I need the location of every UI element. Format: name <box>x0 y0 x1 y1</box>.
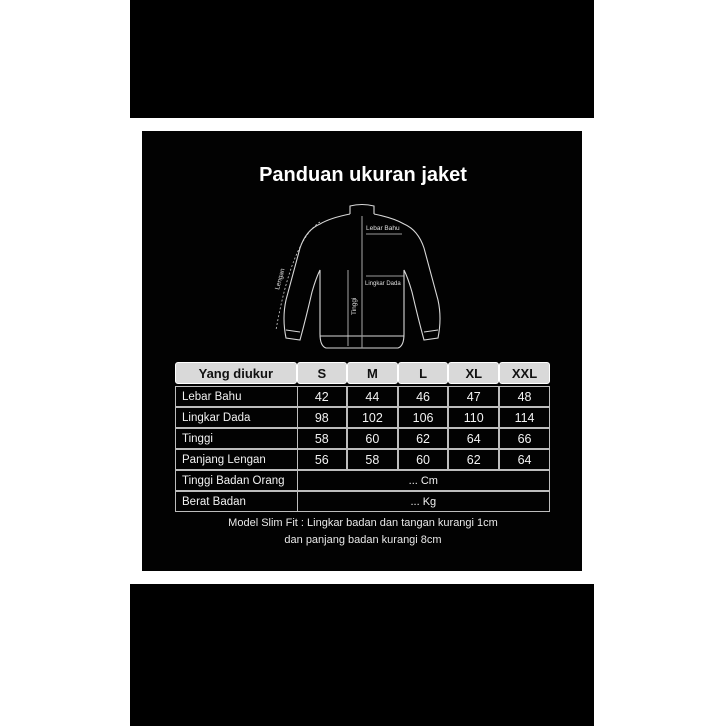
table-cell: 64 <box>499 449 550 470</box>
row-label: Lebar Bahu <box>175 386 297 407</box>
column-header-size: M <box>347 362 398 384</box>
table-cell: 62 <box>398 428 449 449</box>
table-row <box>175 470 550 491</box>
bottom-black-band <box>130 584 594 726</box>
column-header-size: XXL <box>499 362 550 384</box>
row-label: Panjang Lengan <box>175 449 297 470</box>
table-cell: 44 <box>347 386 398 407</box>
row-label: Tinggi Badan Orang <box>175 470 297 491</box>
table-cell: 58 <box>297 428 347 449</box>
table-cell: 102 <box>347 407 398 428</box>
column-header-size: XL <box>448 362 499 384</box>
table-row <box>175 428 550 449</box>
top-black-band <box>130 0 594 118</box>
table-cell: 110 <box>448 407 499 428</box>
table-cell: 60 <box>398 449 449 470</box>
table-cell: 47 <box>448 386 499 407</box>
table-cell: 62 <box>448 449 499 470</box>
label-lingkar-dada: Lingkar Dada <box>365 281 401 287</box>
table-cell: 64 <box>448 428 499 449</box>
table-row <box>175 386 550 407</box>
row-label: Lingkar Dada <box>175 407 297 428</box>
jacket-left-cuff <box>286 330 300 332</box>
table-cell-input: ... Cm <box>297 470 550 491</box>
table-cell: 66 <box>499 428 550 449</box>
jacket-right-cuff <box>424 330 438 332</box>
table-cell: 46 <box>398 386 449 407</box>
column-header-measure: Yang diukur <box>175 362 297 384</box>
table-cell-input: ... Kg <box>297 491 550 512</box>
column-header-size: L <box>398 362 449 384</box>
table-cell: 42 <box>297 386 347 407</box>
label-tinggi: Tinggi <box>351 297 358 315</box>
table-cell: 60 <box>347 428 398 449</box>
table-cell: 58 <box>347 449 398 470</box>
table-cell: 106 <box>398 407 449 428</box>
column-header-size: S <box>297 362 347 384</box>
table-cell: 48 <box>499 386 550 407</box>
jacket-collar <box>350 205 374 215</box>
table-row <box>175 491 550 512</box>
row-label: Berat Badan <box>175 491 297 512</box>
table-header-row <box>175 362 550 384</box>
table-row <box>175 449 550 470</box>
jacket-illustration <box>262 200 462 360</box>
fit-note-line-1: Model Slim Fit : Lingkar badan dan tangan kurangi 1cm <box>228 517 498 529</box>
page-title: Panduan ukuran jaket <box>259 164 467 186</box>
label-lebar-bahu: Lebar Bahu <box>366 225 400 232</box>
table-cell: 56 <box>297 449 347 470</box>
fit-note-line-2: dan panjang badan kurangi 8cm <box>284 534 442 546</box>
label-lengan: Lengan <box>274 267 287 291</box>
size-table <box>175 362 550 512</box>
row-label: Tinggi <box>175 428 297 449</box>
table-row <box>175 407 550 428</box>
table-cell: 114 <box>499 407 550 428</box>
table-cell: 98 <box>297 407 347 428</box>
